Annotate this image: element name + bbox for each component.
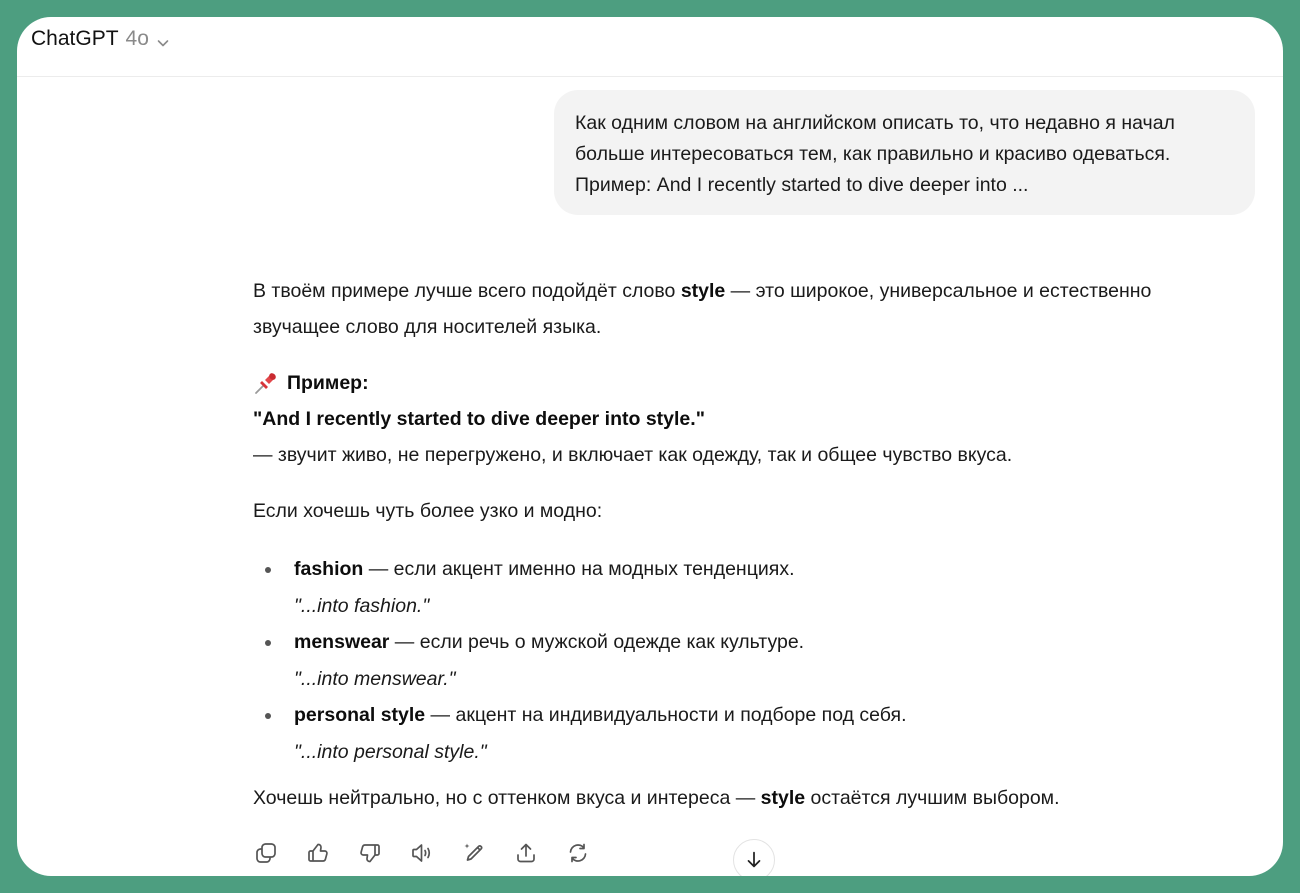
option-example: "...into fashion.": [294, 594, 430, 617]
option-term: personal style: [294, 704, 426, 726]
option-desc: — акцент на индивидуальности и подборе под себя.: [425, 704, 907, 726]
narrow-intro: Если хочешь чуть более узко и модно:: [253, 500, 603, 522]
intro-text: — это широкое, универсальное и естественно: [725, 280, 1152, 302]
intro-text: звучащее слово для носителей языка.: [253, 316, 602, 338]
example-heading-row: [253, 365, 1263, 401]
list-item: [253, 624, 1263, 697]
intro-keyword: style: [680, 280, 726, 302]
conclusion: [253, 780, 1263, 816]
thumbs-down-button[interactable]: [358, 839, 410, 867]
user-message-line: Пример: And I recently started to dive deeper into ...: [575, 174, 1029, 196]
copy-icon: [254, 841, 278, 865]
thumbs-up-icon: [306, 841, 330, 865]
option-example: "...into personal style.": [294, 740, 487, 763]
intro-text: В твоём примере лучше всего подойдёт слово: [253, 280, 681, 302]
conclusion-text: Хочешь нейтрально, но с оттенком вкуса и интереса —: [253, 787, 761, 809]
conclusion-keyword: style: [760, 787, 806, 809]
arrow-down-icon: [743, 849, 765, 871]
conclusion-text: остаётся лучшим выбором.: [805, 787, 1060, 809]
option-example: "...into menswear.": [294, 667, 456, 690]
read-aloud-button[interactable]: [410, 839, 462, 867]
option-desc: — если речь о мужской одежде как культуре.: [389, 631, 805, 653]
example-sentence-row: [253, 401, 1263, 437]
scroll-to-bottom-button[interactable]: [733, 839, 775, 876]
example-block: [253, 365, 1263, 473]
top-bar: [17, 17, 1283, 77]
example-sentence: "And I recently started to dive deeper into style.": [253, 408, 705, 430]
list-item: [253, 697, 1263, 770]
user-message-line: больше интересоваться тем, как правильно и красиво одеваться.: [575, 143, 1171, 165]
edit-button[interactable]: [462, 839, 514, 867]
copy-button[interactable]: [254, 839, 306, 867]
read-aloud-icon: [410, 841, 434, 865]
regenerate-icon: [566, 841, 590, 865]
intro-paragraph: [253, 273, 1263, 345]
example-comment: — звучит живо, не перегружено, и включает как одежду, так и общее чувство вкуса.: [253, 444, 1013, 466]
options-list: [253, 551, 1263, 770]
share-icon: [514, 841, 538, 865]
option-term: fashion: [294, 558, 364, 580]
chevron-down-icon: [156, 32, 170, 46]
chat-window: [17, 17, 1283, 876]
edit-icon: [462, 841, 486, 865]
list-item: [253, 551, 1263, 624]
pushpin-icon: [253, 370, 279, 396]
share-button[interactable]: [514, 839, 566, 867]
model-selector[interactable]: [31, 27, 170, 51]
option-term: menswear: [294, 631, 390, 653]
thumbs-down-icon: [358, 841, 382, 865]
app-name: ChatGPT: [31, 27, 119, 50]
regenerate-button[interactable]: [566, 839, 618, 867]
message-actions: [254, 839, 618, 867]
user-message: [554, 90, 1255, 215]
user-message-line: Как одним словом на английском описать то, что недавно я начал: [575, 112, 1175, 134]
example-heading: Пример:: [287, 372, 369, 394]
option-desc: — если акцент именно на модных тенденциях.: [363, 558, 795, 580]
model-version: 4o: [125, 27, 149, 50]
thumbs-up-button[interactable]: [306, 839, 358, 867]
assistant-message: [253, 273, 1263, 816]
